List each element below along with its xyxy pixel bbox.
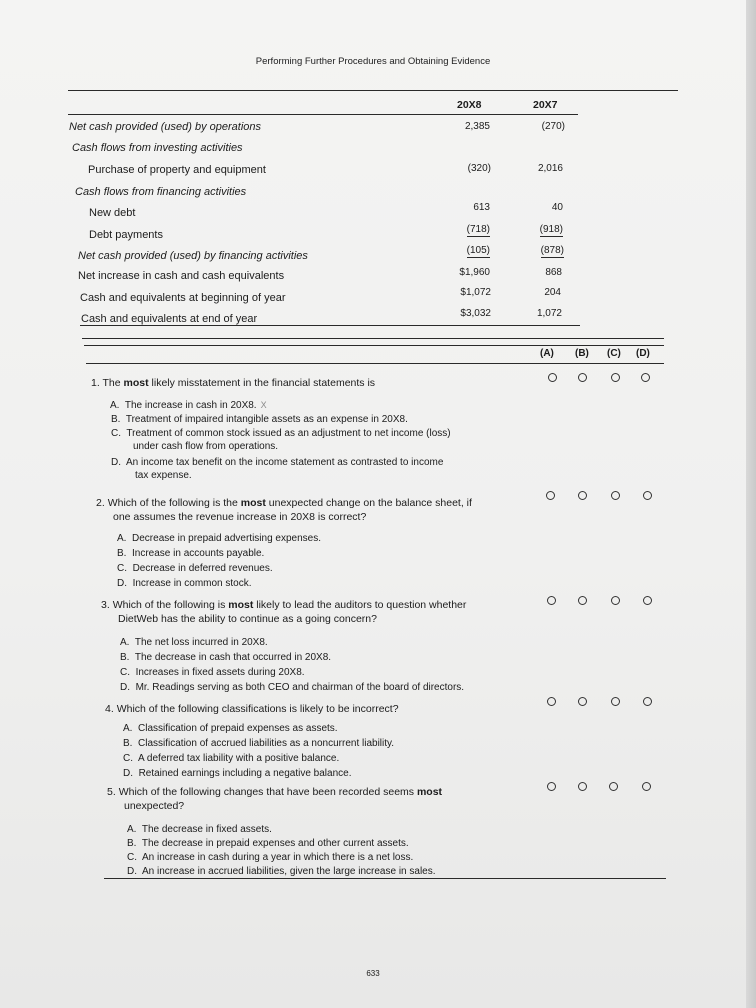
cashflow-section-label: Cash flows from investing activities [72, 142, 243, 154]
answer-radio-3d[interactable] [643, 596, 652, 605]
answer-radio-3b[interactable] [578, 596, 587, 605]
answer-radio-2a[interactable] [546, 491, 555, 500]
choice-5a: A. The decrease in fixed assets. [127, 824, 272, 835]
answer-radio-5a[interactable] [547, 782, 556, 791]
choice-3d: D. Mr. Readings serving as both CEO and chairman of the board of directors. [120, 682, 465, 693]
question-text-line2: DietWeb has the ability to continue as a going concern? [118, 613, 377, 625]
answer-radio-2d[interactable] [643, 491, 652, 500]
choice-4a: A. Classification of prepaid expenses as assets. [123, 723, 338, 734]
column-heading-20x7: 20X7 [533, 99, 558, 111]
choice-3c: C. Increases in fixed assets during 20X8. [120, 667, 305, 678]
choice-4c: C. A deferred tax liability with a positive balance. [123, 753, 340, 764]
cashflow-value-20x7 [494, 245, 564, 256]
cashflow-value-20x8: $3,032 [460, 308, 491, 319]
choice-5d: D. An increase in accrued liabilities, given the large increase in sales. [127, 866, 436, 877]
questions-top-rule [82, 338, 664, 339]
cashflow-value-20x8: 613 [473, 202, 490, 213]
pencil-x-mark: X [260, 400, 267, 410]
choice-5b: B. The decrease in prepaid expenses and other current assets. [127, 838, 409, 849]
answer-radio-2b[interactable] [578, 491, 587, 500]
answer-radio-4b[interactable] [578, 697, 587, 706]
cashflow-value-20x7: 40 [551, 202, 563, 213]
answer-radio-4a[interactable] [547, 697, 556, 706]
option-heading-d: (D) [636, 348, 650, 359]
choice-2c: C. Decrease in deferred revenues. [117, 563, 273, 574]
cashflow-value-20x7: 1,072 [536, 308, 562, 319]
answer-radio-5b[interactable] [578, 782, 587, 791]
question-3 [101, 598, 466, 626]
question-text: 1. The most likely misstatement in the financial statements is [91, 377, 376, 389]
question-text: 2. Which of the following is the most unexpected change on the balance sheet, if [96, 497, 472, 509]
answer-radio-4d[interactable] [643, 697, 652, 706]
answer-radio-4c[interactable] [611, 697, 620, 706]
cashflow-value-20x7: 868 [545, 267, 562, 278]
choice-1d: D. An income tax benefit on the income statement as contrasted to income tax expense. [111, 457, 444, 481]
running-header: Performing Further Procedures and Obtaining Evidence [255, 56, 491, 67]
cashflow-value-underlined: (878) [540, 245, 564, 256]
cashflow-value-20x8: $1,072 [460, 287, 491, 298]
option-heading-c: (C) [607, 348, 621, 359]
cashflow-row-label: Purchase of property and equipment [88, 164, 266, 176]
cashflow-row-label: Debt payments [89, 229, 163, 241]
question-2 [96, 496, 472, 524]
table-top-rule [68, 90, 678, 91]
option-heading-b: (B) [575, 348, 589, 359]
choice-3b: B. The decrease in cash that occurred in 20X8. [120, 652, 332, 663]
option-heading-a: (A) [540, 348, 554, 359]
choice-2a: A. Decrease in prepaid advertising expenses. [117, 533, 322, 544]
table-bottom-rule [80, 325, 580, 326]
cashflow-value-underlined: (718) [466, 224, 490, 235]
question-text: 3. Which of the following is most likely to lead the auditors to question whether [101, 599, 467, 611]
question-5 [107, 785, 442, 813]
question-text: 5. Which of the following changes that have been recorded seems most [107, 786, 443, 798]
cashflow-row-label: Net cash provided (used) by operations [69, 121, 261, 133]
choice-4b: B. Classification of accrued liabilities as a noncurrent liability. [123, 738, 395, 749]
options-underline-rule [86, 363, 664, 364]
choice-4d: D. Retained earnings including a negative balance. [123, 768, 352, 779]
cashflow-value-20x8 [420, 224, 490, 235]
page-number: 633 [366, 969, 380, 978]
cashflow-section-label: Cash flows from financing activities [75, 186, 247, 198]
cashflow-row-label: Net cash provided (used) by financing activities [78, 250, 308, 262]
cashflow-value-underlined: (105) [466, 245, 490, 256]
answer-radio-3c[interactable] [611, 596, 620, 605]
cashflow-value-20x8: 2,385 [464, 121, 490, 132]
answer-radio-5c[interactable] [609, 782, 618, 791]
background-edge [746, 0, 756, 1008]
question-text: 4. Which of the following classifications is likely to be incorrect? [105, 703, 399, 715]
cashflow-value-20x7: 2,016 [537, 163, 563, 174]
question-text-line2: unexpected? [124, 800, 185, 812]
cashflow-value-20x8: $1,960 [459, 267, 490, 278]
cashflow-value-20x8: (320) [467, 163, 491, 174]
answer-radio-1b[interactable] [578, 373, 587, 382]
choice-2b: B. Increase in accounts payable. [117, 548, 265, 559]
cashflow-value-20x7: (270) [541, 121, 565, 132]
options-header-rule [84, 345, 664, 346]
answer-radio-1c[interactable] [611, 373, 620, 382]
cashflow-value-20x7: 204 [544, 287, 561, 298]
cashflow-row-label: New debt [89, 207, 136, 219]
header-underline-rule [68, 114, 578, 115]
choice-5c: C. An increase in cash during a year in which there is a net loss. [127, 852, 414, 863]
answer-radio-1a[interactable] [548, 373, 557, 382]
choice-3a: A. The net loss incurred in 20X8. [120, 637, 268, 648]
answer-radio-3a[interactable] [547, 596, 556, 605]
cashflow-value-underlined: (918) [539, 224, 563, 235]
column-heading-20x8: 20X8 [457, 99, 482, 111]
answer-radio-5d[interactable] [642, 782, 651, 791]
choice-1a: A. The increase in cash in 20X8. X [110, 400, 267, 411]
choice-1c: C. Treatment of common stock issued as an adjustment to net income (loss) under cash flow from operations. [111, 428, 451, 452]
choice-1b: B. Treatment of impaired intangible assets as an expense in 20X8. [111, 414, 408, 425]
cashflow-row-label: Cash and equivalents at beginning of year [80, 292, 286, 304]
cashflow-value-20x7 [493, 224, 563, 235]
question-4 [105, 702, 399, 716]
question-1 [91, 376, 375, 390]
question-text-line2: one assumes the revenue increase in 20X8 is correct? [113, 511, 367, 523]
answer-radio-2c[interactable] [611, 491, 620, 500]
cashflow-row-label: Cash and equivalents at end of year [81, 313, 258, 325]
cashflow-row-label: Net increase in cash and cash equivalents [78, 270, 285, 282]
choice-2d: D. Increase in common stock. [117, 578, 252, 589]
cashflow-value-20x8 [420, 245, 490, 256]
questions-bottom-rule [104, 878, 666, 879]
answer-radio-1d[interactable] [641, 373, 650, 382]
